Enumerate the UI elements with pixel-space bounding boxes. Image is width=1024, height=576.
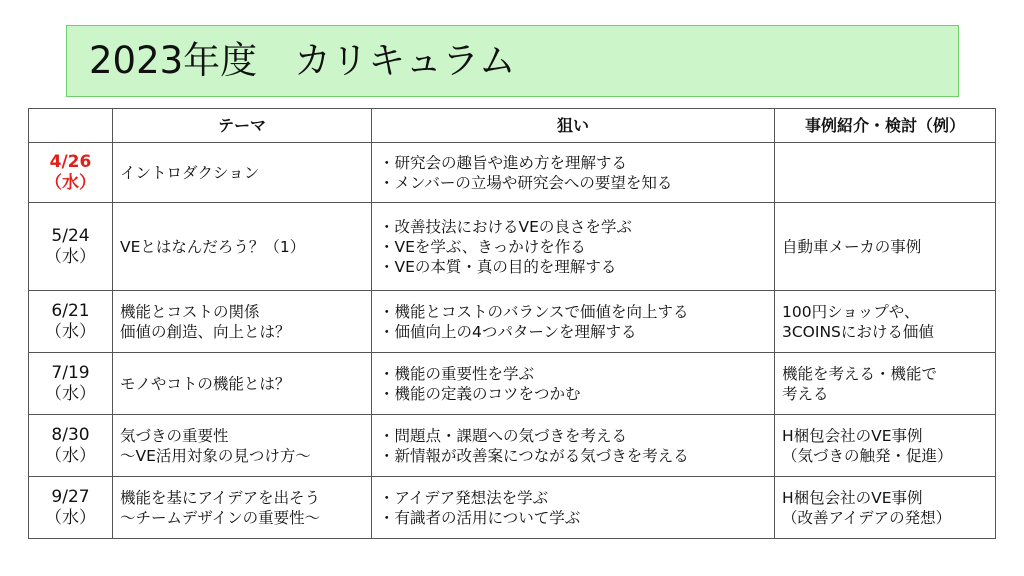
case-line: 3COINSにおける価値 (782, 322, 934, 341)
aim-cell (372, 353, 775, 415)
case-line: （改善アイデアの発想） (782, 508, 952, 527)
case-line: （気づきの触発・促進） (782, 446, 953, 465)
curriculum-table (28, 108, 996, 539)
theme-line: 機能を基にアイデアを出そう (120, 488, 321, 507)
aim-cell (372, 291, 775, 353)
theme-cell (113, 477, 372, 539)
session-weekday: （水） (45, 172, 96, 193)
theme-line: 気づきの重要性 (120, 426, 229, 445)
table-row (29, 203, 996, 291)
header-aim: 狙い (372, 109, 775, 143)
aim-cell (372, 203, 775, 291)
aim-line: ・アイデア発想法を学ぶ (379, 488, 549, 507)
aim-line: ・機能の定義のコツをつかむ (379, 384, 581, 403)
header-theme: テーマ (113, 109, 372, 143)
aim-line: ・新情報が改善案につながる気づきを考える (379, 446, 689, 465)
aim-line: ・機能の重要性を学ぶ (379, 364, 535, 383)
session-date: 5/24 (51, 225, 90, 246)
theme-cell (113, 143, 372, 203)
header-row (29, 109, 996, 143)
aim-cell (372, 415, 775, 477)
aim-line: ・研究会の趣旨や進め方を理解する (379, 153, 628, 172)
aim-line: ・メンバーの立場や研究会への要望を知る (379, 173, 673, 192)
case-line: H梱包会社のVE事例 (782, 426, 923, 445)
date-cell (29, 143, 113, 203)
case-line: 100円ショップや、 (782, 302, 920, 321)
aim-cell (372, 143, 775, 203)
theme-cell (113, 415, 372, 477)
aim-line: ・VEを学ぶ、きっかけを作る (379, 237, 586, 256)
date-cell (29, 353, 113, 415)
case-line: 考える (782, 384, 829, 403)
theme-line: ～チームデザインの重要性～ (120, 508, 321, 527)
session-weekday: （水） (45, 321, 96, 342)
case-line: 機能を考える・機能で (782, 364, 938, 383)
case-line: H梱包会社のVE事例 (782, 488, 923, 507)
session-weekday: （水） (45, 246, 96, 267)
session-date: 9/27 (51, 486, 90, 507)
session-date: 7/19 (51, 362, 90, 383)
table-row (29, 353, 996, 415)
theme-cell (113, 353, 372, 415)
date-cell (29, 291, 113, 353)
session-weekday: （水） (45, 445, 96, 466)
aim-line: ・有識者の活用について学ぶ (379, 508, 581, 527)
session-date: 8/30 (51, 424, 90, 445)
case-cell (775, 353, 996, 415)
theme-line: VEとはなんだろう？（1） (120, 237, 306, 256)
header-date (29, 109, 113, 143)
date-cell (29, 415, 113, 477)
aim-line: ・VEの本質・真の目的を理解する (379, 257, 617, 276)
session-date: 6/21 (51, 300, 90, 321)
date-cell (29, 203, 113, 291)
table-row (29, 415, 996, 477)
table-row (29, 477, 996, 539)
table-row (29, 143, 996, 203)
aim-line: ・機能とコストのバランスで価値を向上する (379, 302, 689, 321)
session-weekday: （水） (45, 507, 96, 528)
header-case: 事例紹介・検討（例） (775, 109, 996, 143)
session-weekday: （水） (45, 383, 96, 404)
title-banner (66, 25, 959, 97)
aim-cell (372, 477, 775, 539)
aim-line: ・問題点・課題への気づきを考える (379, 426, 628, 445)
case-cell (775, 143, 996, 203)
aim-line: ・価値向上の4つパターンを理解する (379, 322, 637, 341)
theme-cell (113, 203, 372, 291)
theme-line: モノやコトの機能とは？ (120, 374, 291, 393)
page-title: 2023年度 カリキュラム (89, 39, 516, 82)
theme-line: 機能とコストの関係 (120, 302, 260, 321)
session-date: 4/26 (49, 151, 92, 172)
case-cell (775, 477, 996, 539)
theme-line: イントロダクション (120, 163, 260, 182)
case-cell (775, 203, 996, 291)
theme-line: 価値の創造、向上とは？ (120, 322, 291, 341)
case-cell (775, 415, 996, 477)
case-cell (775, 291, 996, 353)
date-cell (29, 477, 113, 539)
case-line: 自動車メーカの事例 (782, 237, 922, 256)
theme-cell (113, 291, 372, 353)
aim-line: ・改善技法におけるVEの良さを学ぶ (379, 217, 632, 236)
theme-line: ～VE活用対象の見つけ方～ (120, 446, 311, 465)
table-row (29, 291, 996, 353)
